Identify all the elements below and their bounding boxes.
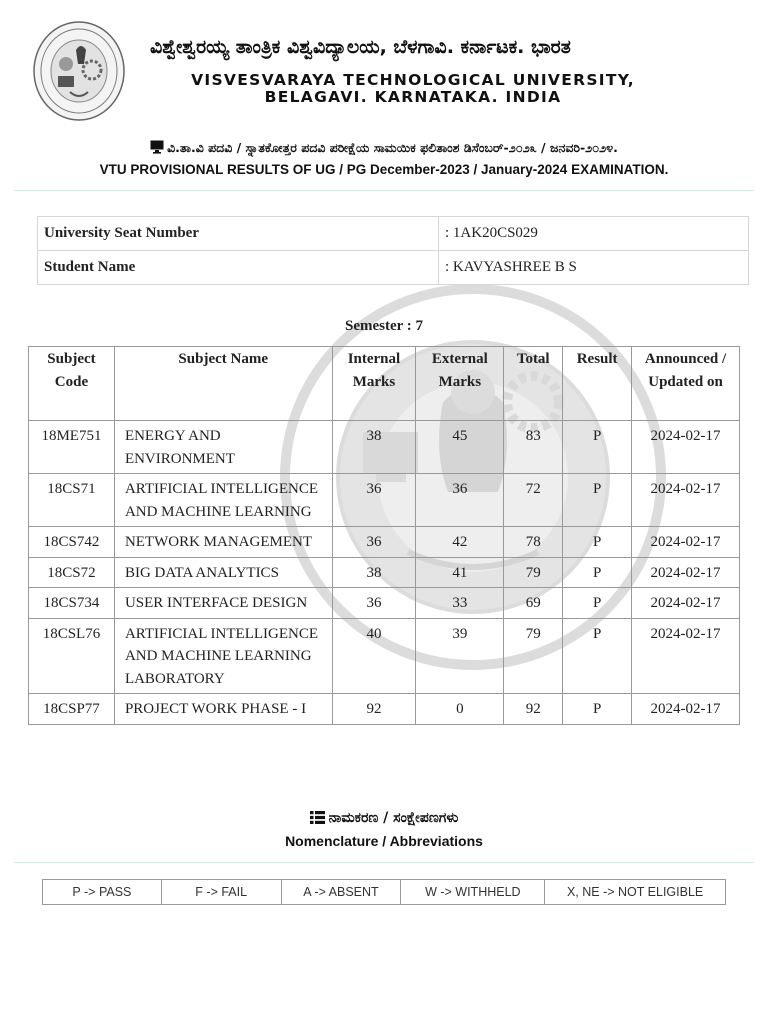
announced-date: 2024-02-17 [632,588,740,619]
internal-marks: 36 [332,474,416,527]
total-marks: 78 [504,527,563,558]
subject-name: ENERGY AND ENVIRONMENT [114,421,332,474]
university-logo [32,20,126,122]
result: P [563,557,632,588]
external-marks: 45 [416,421,504,474]
total-marks: 69 [504,588,563,619]
external-marks: 41 [416,557,504,588]
table-row [29,421,740,474]
abbr-not-eligible: X, NE -> NOT ELIGIBLE [545,880,726,905]
student-name-row [38,251,749,285]
student-name-label: Student Name [38,251,439,285]
university-title-kannada: ವಿಶ್ವೇಶ್ವರಯ್ಯ ತಾಂತ್ರಿಕ ವಿಶ್ವವಿದ್ಯಾಲಯ, ಬೆಳಗಾವಿ. ಕರ್ನಾಟಕ. ಭಾರತ [150,36,571,58]
announced-date: 2024-02-17 [632,527,740,558]
university-title-line2: BELAGAVI. KARNATAKA. INDIA [264,88,562,106]
student-info-table [37,216,749,285]
external-marks: 36 [416,474,504,527]
subject-code: 18CS734 [29,588,115,619]
internal-marks: 40 [332,618,416,694]
subject-code: 18CS71 [29,474,115,527]
table-row [29,527,740,558]
table-row [29,694,740,725]
table-row [29,588,740,619]
external-marks: 0 [416,694,504,725]
nomenclature-heading-kannada [0,810,768,826]
header-subject-name: Subject Name [114,347,332,421]
internal-marks: 38 [332,557,416,588]
header-total: Total [504,347,563,421]
total-marks: 79 [504,618,563,694]
subject-name: PROJECT WORK PHASE - I [114,694,332,725]
internal-marks: 36 [332,527,416,558]
nomenclature-divider [14,862,754,863]
announced-date: 2024-02-17 [632,421,740,474]
usn-label: University Seat Number [38,217,439,251]
internal-marks: 92 [332,694,416,725]
result: P [563,527,632,558]
page-header [0,0,768,190]
university-title-line1: VISVESVARAYA TECHNOLOGICAL UNIVERSITY, [191,71,635,89]
result: P [563,618,632,694]
table-row [29,474,740,527]
subject-code: 18CS742 [29,527,115,558]
external-marks: 39 [416,618,504,694]
usn-value: : 1AK20CS029 [439,217,749,251]
university-title-english [138,72,688,106]
subject-name: ARTIFICIAL INTELLIGENCE AND MACHINE LEARNING LABORATORY [114,618,332,694]
results-heading-kannada [0,140,768,156]
announced-date: 2024-02-17 [632,618,740,694]
header-divider [14,190,754,191]
abbreviations-table [42,879,726,905]
total-marks: 72 [504,474,563,527]
announced-date: 2024-02-17 [632,694,740,725]
subject-code: 18CSL76 [29,618,115,694]
external-marks: 42 [416,527,504,558]
subject-name: ARTIFICIAL INTELLIGENCE AND MACHINE LEARNING [114,474,332,527]
abbr-pass: P -> PASS [43,880,162,905]
total-marks: 83 [504,421,563,474]
table-row [29,618,740,694]
result: P [563,588,632,619]
subject-name: BIG DATA ANALYTICS [114,557,332,588]
list-icon [310,811,325,824]
subject-code: 18ME751 [29,421,115,474]
abbr-absent: A -> ABSENT [281,880,401,905]
results-heading-english: VTU PROVISIONAL RESULTS OF UG / PG December-2023 / January-2024 EXAMINATION. [99,162,669,177]
usn-row [38,217,749,251]
announced-date: 2024-02-17 [632,474,740,527]
marks-table [28,346,740,725]
subject-name: NETWORK MANAGEMENT [114,527,332,558]
result: P [563,474,632,527]
nomenclature-heading-kannada-text: ನಾಮಕರಣ / ಸಂಕ್ಷೇಪಣಗಳು [328,810,459,826]
subject-code: 18CS72 [29,557,115,588]
header-external-marks: External Marks [416,347,504,421]
table-row [29,557,740,588]
table-header-row [29,347,740,421]
nomenclature-heading-english: Nomenclature / Abbreviations [285,833,483,849]
internal-marks: 38 [332,421,416,474]
announced-date: 2024-02-17 [632,557,740,588]
external-marks: 33 [416,588,504,619]
header-internal-marks: Internal Marks [332,347,416,421]
abbreviations-row [43,880,726,905]
subject-code: 18CSP77 [29,694,115,725]
student-name-value: : KAVYASHREE B S [439,251,749,285]
semester-label: Semester : 7 [344,318,424,334]
total-marks: 92 [504,694,563,725]
header-result: Result [563,347,632,421]
header-announced-on: Announced / Updated on [632,347,740,421]
header-subject-code: Subject Code [29,347,115,421]
abbr-fail: F -> FAIL [161,880,281,905]
results-heading-kannada-text: ವಿ.ತಾ.ವಿ ಪದವಿ / ಸ್ನಾತಕೋತ್ತರ ಪದವಿ ಪರೀಕ್ಷೆಯ ಸಾಮಯಿಕ ಫಲಿತಾಂಶ ಡಿಸೆಂಬರ್-೨೦೨೩ / ಜನವರಿ-೨೦೨೪. [167,140,618,155]
total-marks: 79 [504,557,563,588]
result: P [563,421,632,474]
desktop-icon [150,140,164,154]
result: P [563,694,632,725]
abbr-withheld: W -> WITHHELD [401,880,545,905]
internal-marks: 36 [332,588,416,619]
subject-name: USER INTERFACE DESIGN [114,588,332,619]
